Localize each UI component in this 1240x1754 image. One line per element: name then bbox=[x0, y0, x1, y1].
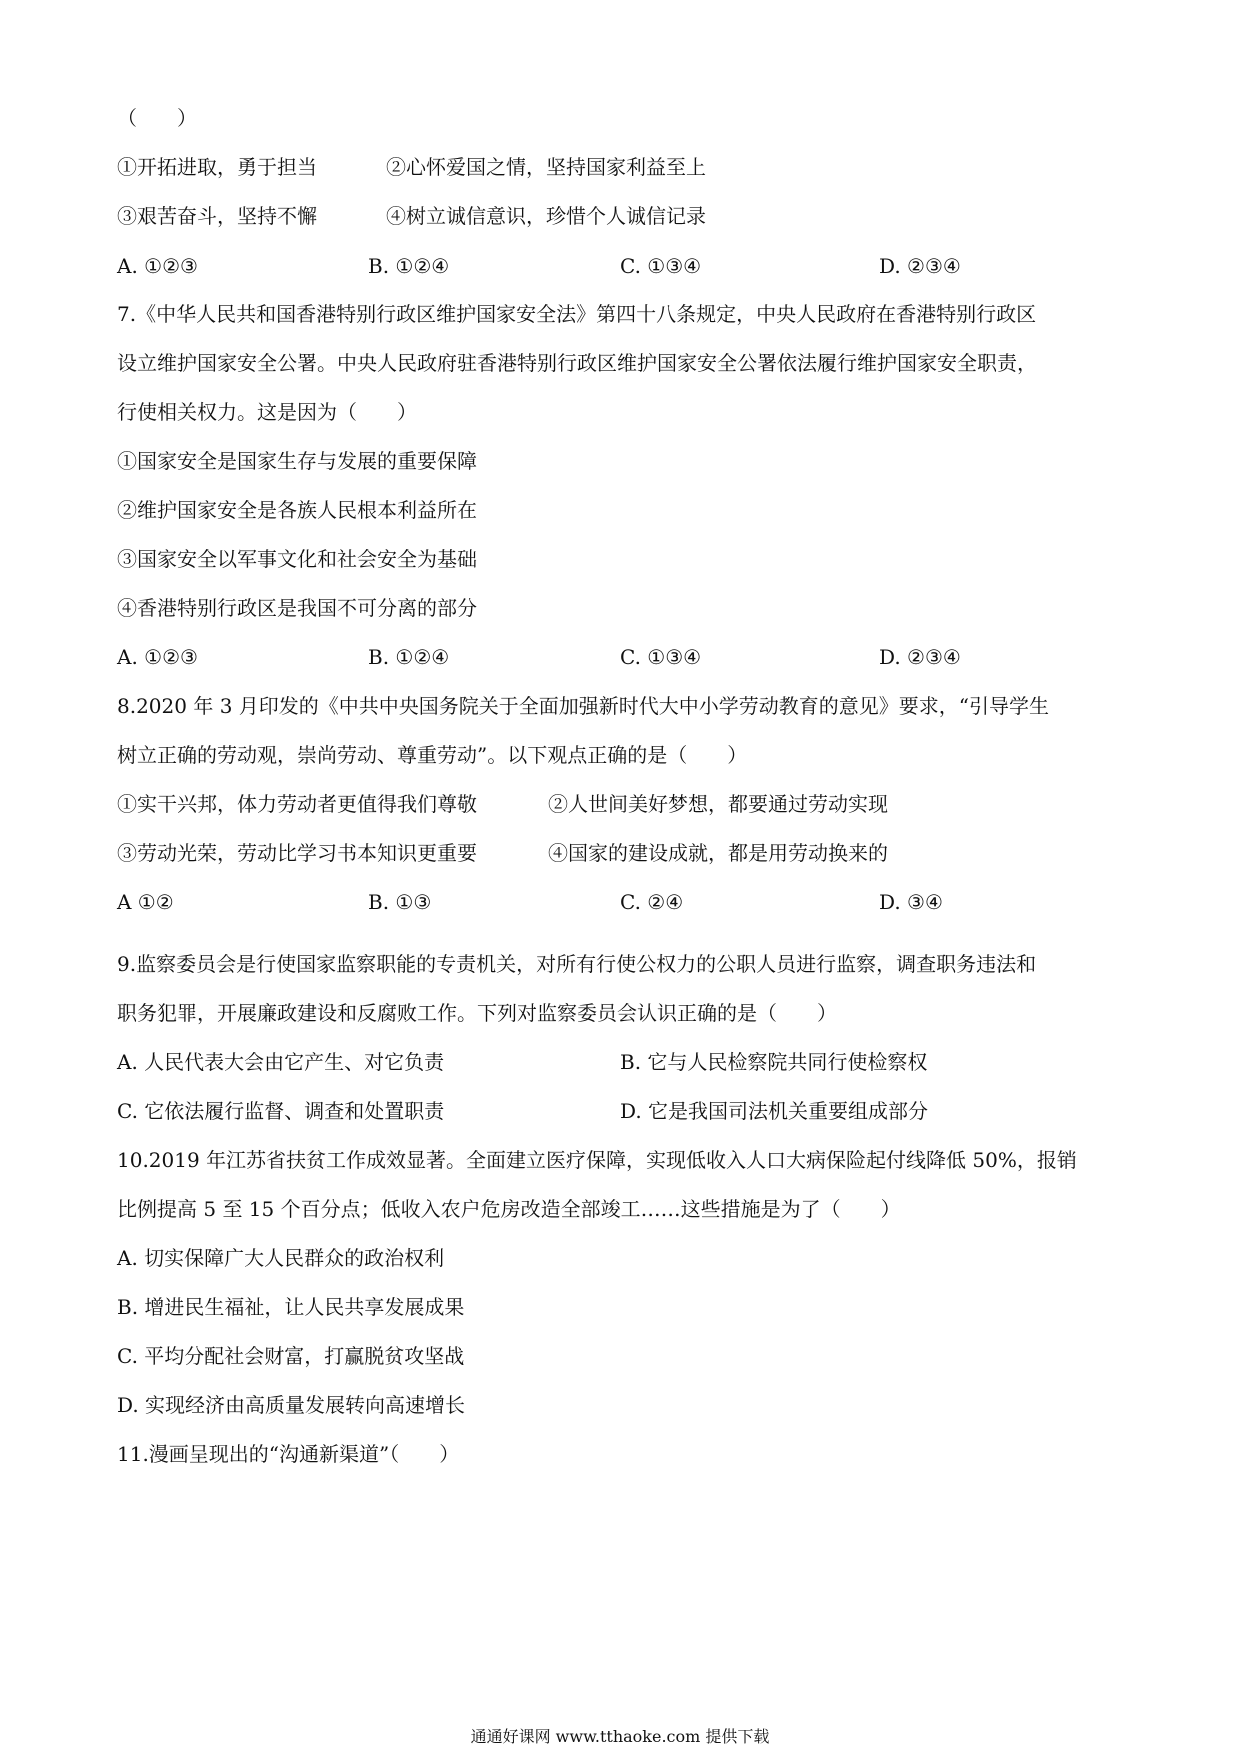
q7-option-b: B. ①②④ bbox=[368, 645, 450, 669]
q6-option-c: C. ①③④ bbox=[620, 254, 702, 278]
q10-option-d: D. 实现经济由高质量发展转向高速增长 bbox=[117, 1393, 466, 1417]
q7-statement-1: ①国家安全是国家生存与发展的重要保障 bbox=[117, 449, 477, 473]
q7-stem-line-2: 设立维护国家安全公署。中央人民政府驻香港特别行政区维护国家安全公署依法履行维护国家安全职责， bbox=[117, 351, 1037, 375]
q7-option-a: A. ①②③ bbox=[117, 645, 198, 669]
q8-option-d: D. ③④ bbox=[879, 890, 943, 914]
q9-option-b: B. 它与人民检察院共同行使检察权 bbox=[620, 1050, 928, 1074]
q7-statement-4: ④香港特别行政区是我国不可分离的部分 bbox=[117, 596, 477, 620]
q8-statement-2: ②人世间美好梦想，都要通过劳动实现 bbox=[548, 792, 888, 816]
q10-option-a: A. 切实保障广大人民群众的政治权利 bbox=[117, 1246, 445, 1270]
q10-stem-line-2: 比例提高 5 至 15 个百分点；低收入农户危房改造全部竣工……这些措施是为了（ ） bbox=[117, 1197, 901, 1221]
q8-stem-line-1: 8.2020 年 3 月印发的《中共中央国务院关于全面加强新时代大中小学劳动教育的意见》要求，“引导学生 bbox=[117, 694, 1050, 718]
q7-stem-line-3: 行使相关权力。这是因为（ ） bbox=[117, 400, 417, 424]
q8-option-c: C. ②④ bbox=[620, 890, 684, 914]
q7-statement-3: ③国家安全以军事文化和社会安全为基础 bbox=[117, 547, 477, 571]
q6-statement-4: ④树立诚信意识，珍惜个人诚信记录 bbox=[386, 204, 706, 228]
q8-statement-3: ③劳动光荣，劳动比学习书本知识更重要 bbox=[117, 841, 477, 865]
q6-statement-2: ②心怀爱国之情，坚持国家利益至上 bbox=[386, 155, 706, 179]
q6-option-d: D. ②③④ bbox=[879, 254, 961, 278]
q9-option-d: D. 它是我国司法机关重要组成部分 bbox=[620, 1099, 929, 1123]
q9-option-a: A. 人民代表大会由它产生、对它负责 bbox=[117, 1050, 445, 1074]
q9-stem-line-1: 9.监察委员会是行使国家监察职能的专责机关，对所有行使公权力的公职人员进行监察，调查职务违法和 bbox=[117, 952, 1037, 976]
q8-stem-line-2: 树立正确的劳动观，崇尚劳动、尊重劳动”。以下观点正确的是（ ） bbox=[117, 743, 748, 767]
q10-option-b: B. 增进民生福祉，让人民共享发展成果 bbox=[117, 1295, 465, 1319]
q8-option-a: A ①② bbox=[117, 890, 174, 914]
q8-statement-4: ④国家的建设成就，都是用劳动换来的 bbox=[548, 841, 888, 865]
q6-blank: （ ） bbox=[117, 106, 197, 130]
q11-stem-line-1: 11.漫画呈现出的“沟通新渠道”（ ） bbox=[117, 1442, 460, 1466]
q6-option-b: B. ①②④ bbox=[368, 254, 450, 278]
page-footer: 通通好课网 www.tthaoke.com 提供下载 bbox=[470, 1727, 770, 1746]
q7-option-d: D. ②③④ bbox=[879, 645, 961, 669]
q8-option-b: B. ①③ bbox=[368, 890, 432, 914]
q7-option-c: C. ①③④ bbox=[620, 645, 702, 669]
q10-option-c: C. 平均分配社会财富，打赢脱贫攻坚战 bbox=[117, 1344, 465, 1368]
q7-statement-2: ②维护国家安全是各族人民根本利益所在 bbox=[117, 498, 477, 522]
q6-option-a: A. ①②③ bbox=[117, 254, 198, 278]
q6-statement-3: ③艰苦奋斗，坚持不懈 bbox=[117, 204, 317, 228]
q9-option-c: C. 它依法履行监督、调查和处置职责 bbox=[117, 1099, 445, 1123]
q8-statement-1: ①实干兴邦，体力劳动者更值得我们尊敬 bbox=[117, 792, 477, 816]
q7-stem-line-1: 7.《中华人民共和国香港特别行政区维护国家安全法》第四十八条规定，中央人民政府在香港特别行政区 bbox=[117, 302, 1037, 326]
q10-stem-line-1: 10.2019 年江苏省扶贫工作成效显著。全面建立医疗保障，实现低收入人口大病保险起付线降低 50%，报销 bbox=[117, 1148, 1077, 1172]
q6-statement-1: ①开拓进取，勇于担当 bbox=[117, 155, 317, 179]
q9-stem-line-2: 职务犯罪，开展廉政建设和反腐败工作。下列对监察委员会认识正确的是（ ） bbox=[117, 1001, 837, 1025]
